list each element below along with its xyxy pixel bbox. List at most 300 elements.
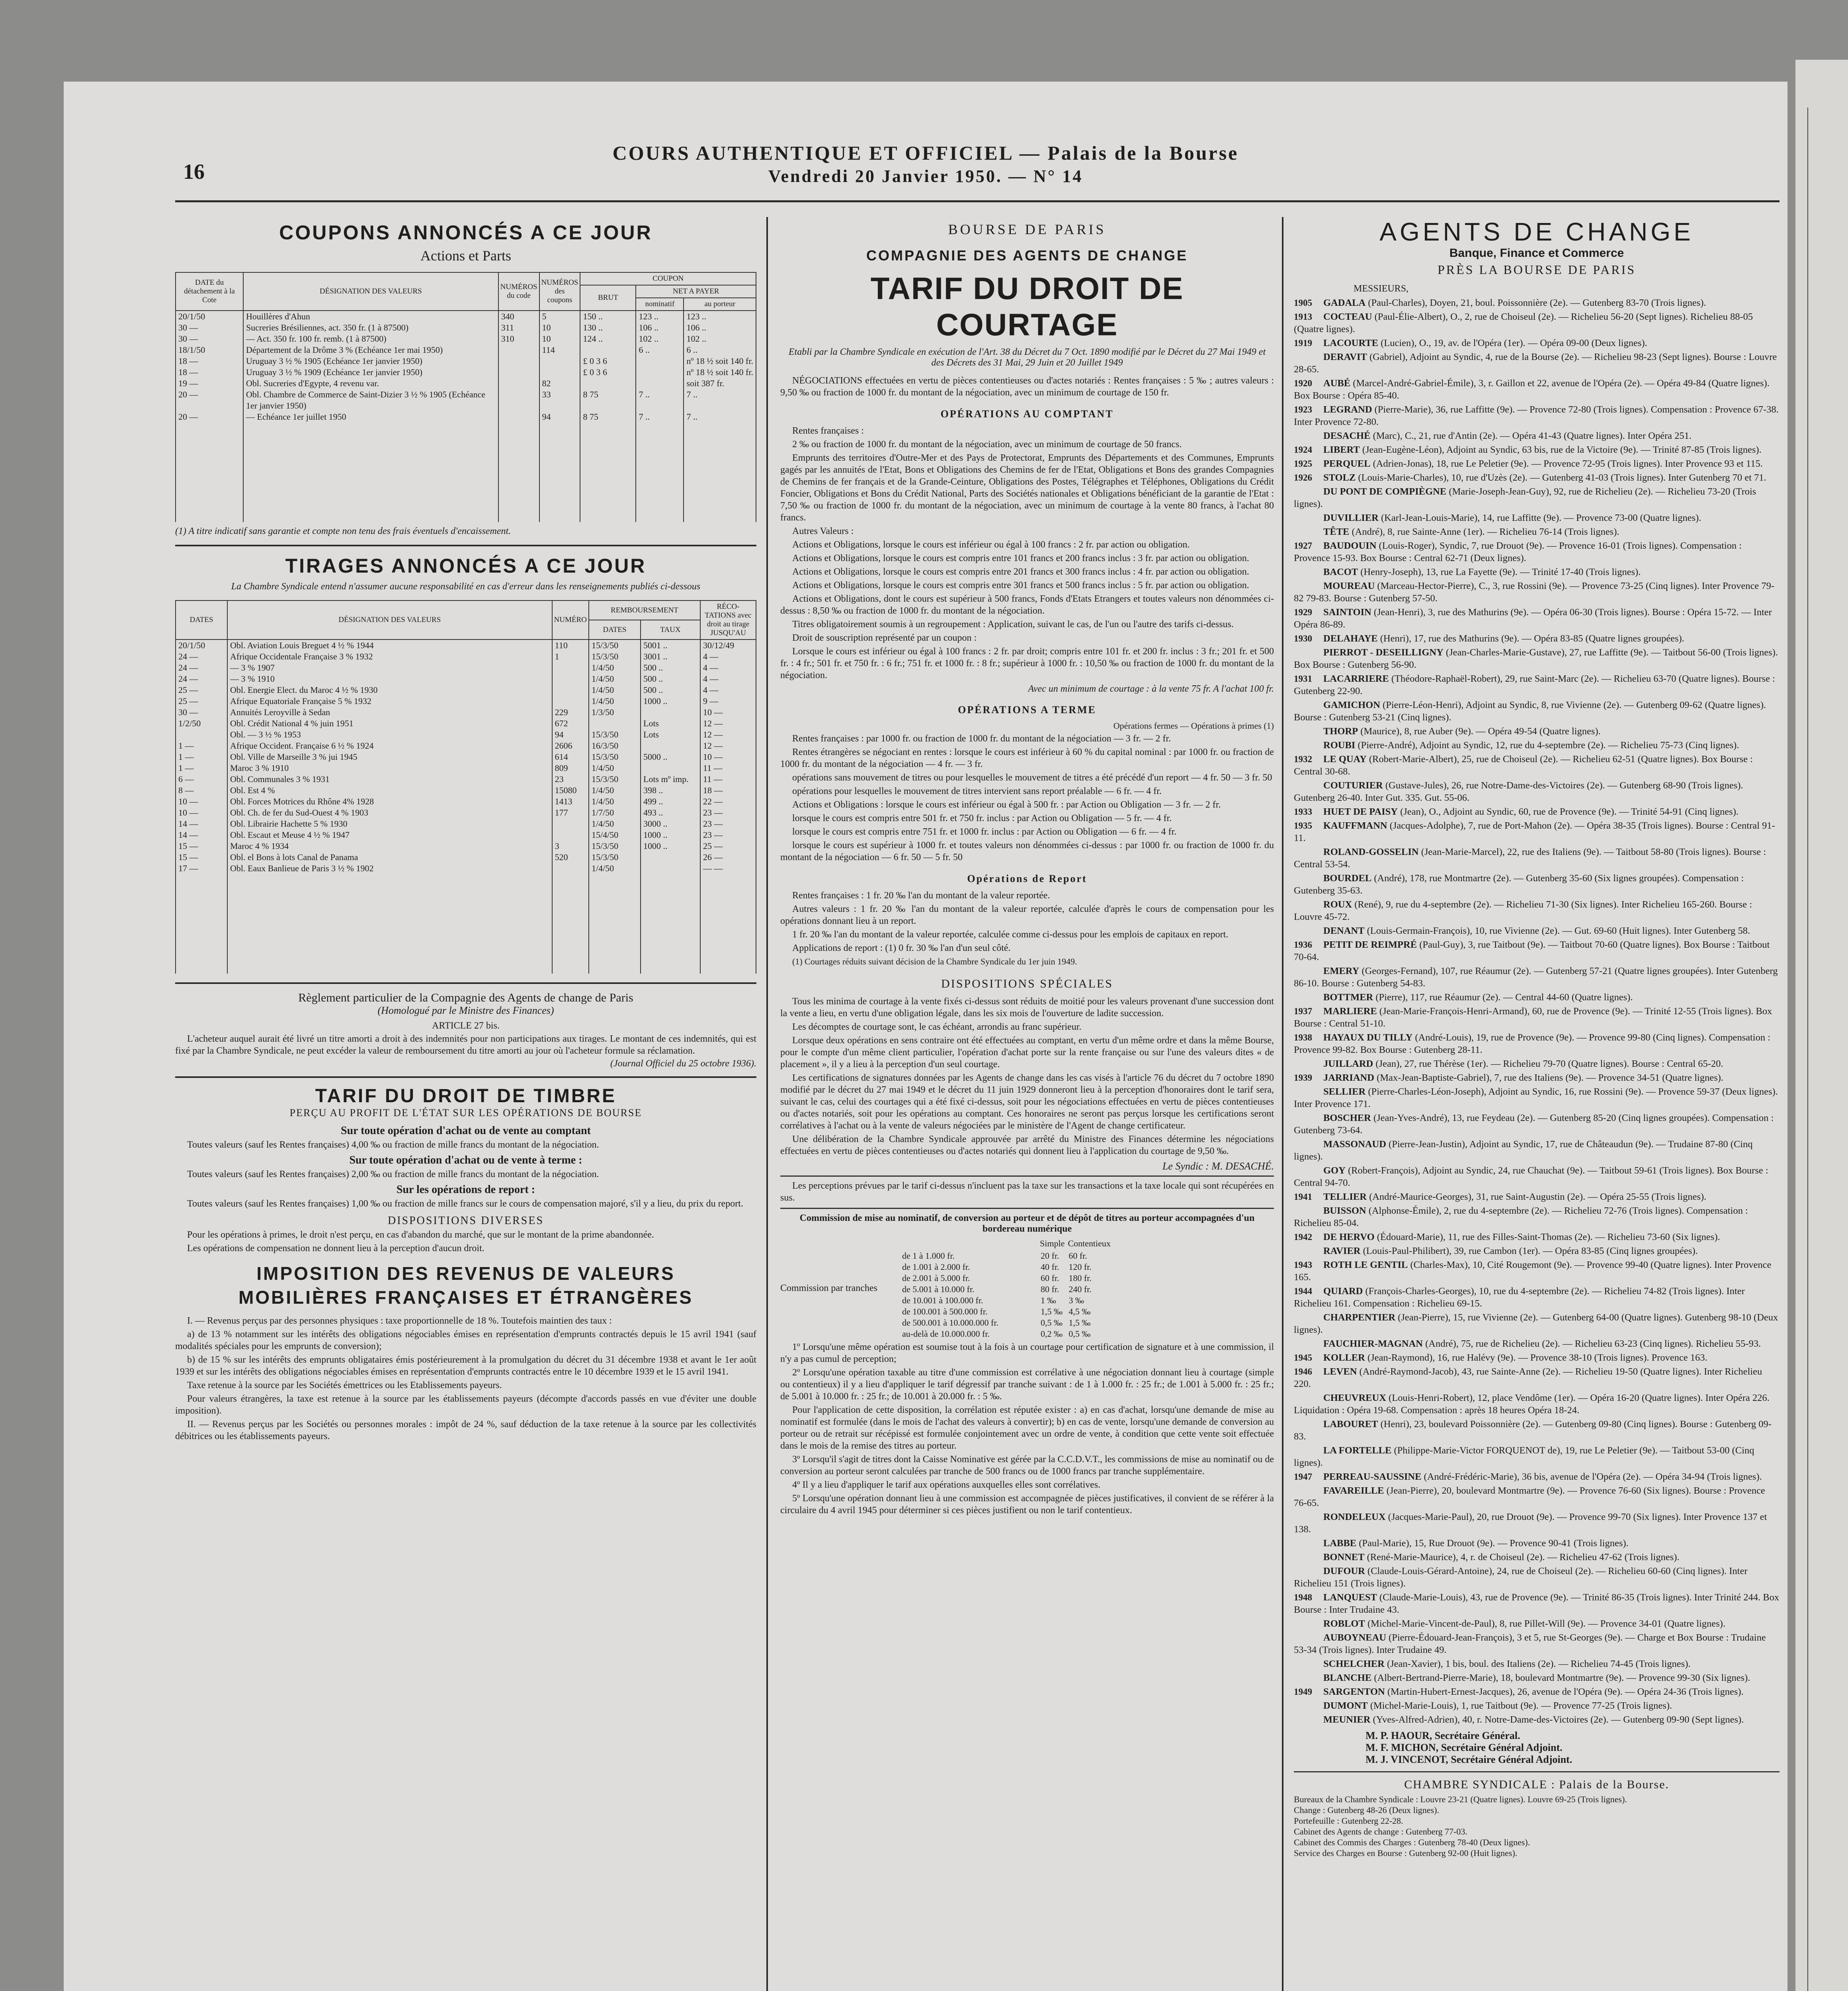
commission-label: Commission par tranches <box>780 1283 877 1293</box>
agent-details: (André-Maurice-Georges), 31, rue Saint-Augustin (2e). — Opéra 25-55 (Trois lignes). <box>1369 1191 1707 1202</box>
agent-name: SCHELCHER <box>1323 1659 1385 1669</box>
cell-taux: 499 .. <box>641 796 700 807</box>
cell-code <box>498 389 539 411</box>
timbre-h2: Sur toute opération d'achat ou de vente à terme : <box>349 1154 582 1166</box>
agent-year: 1919 <box>1294 338 1312 348</box>
cell-date: 24 — <box>176 673 227 685</box>
courtage-intro: Etabli par la Chambre Syndicale en exécution de l'Art. 38 du Décret du 7 Oct. 1890 modifié par le Décret du 27 Mai 1949 et des Décrets des 31 Mai, 29 Juin et 20 Juillet 1949 <box>788 347 1266 368</box>
list-item <box>1294 739 1780 751</box>
cell: de 1 à 1.000 fr. <box>902 1251 955 1261</box>
cell-recot: 30/12/49 <box>700 640 756 651</box>
agent-details: (André-Frédéric-Marie), 36 bis, avenue de l'Opéra (2e). — Opéra 34-94 (Trois lignes). <box>1424 1471 1762 1482</box>
agent-name: THORP <box>1323 726 1358 737</box>
agent-year: 1948 <box>1294 1592 1312 1602</box>
cell-num: 2606 <box>552 740 589 751</box>
report-item: Autres valeurs : 1 fr. 20 ‰ l'an du montant de la valeur reportée, calculée d'après le cours de compensation pour les opérations donnant lieu à un report. <box>780 904 1274 926</box>
list-item <box>1294 646 1780 671</box>
cell-date: 1 — <box>176 763 227 774</box>
cell-taux: Lots <box>641 718 700 729</box>
cell-designation: Département de la Drôme 3 % (Echéance 1er mai 1950) <box>243 344 498 356</box>
cell-recot: 11 — <box>700 763 756 774</box>
cell-designation: — Echéance 1er juillet 1950 <box>243 411 498 422</box>
cell-rdate: 15/3/50 <box>589 729 641 740</box>
cell-recot: 11 — <box>700 774 756 785</box>
list-item <box>1294 1031 1780 1056</box>
commission-note: Pour l'application de cette disposition, la corrélation est réputée exister : a) en cas d'achat, lorsqu'une demande de mise au nominatif est formulée (dans le mois de l'achat des valeurs à convertir); b) en cas de vente, lorsqu'une demande de conversion au porteur ou de retrait sur récépissé est formulée conjointement avec un ordre de vente, à condition que cette vente soit effectuée dans le mois de la remise des titres au porteur. <box>780 1405 1274 1451</box>
perceptions-text: Les perceptions prévues par le tarif ci-dessus n'incluent pas la taxe sur les transactions et la taxe locale qui sont récupérées en sus. <box>780 1181 1274 1203</box>
cell: de 100.001 à 500.000 fr. <box>902 1306 988 1316</box>
cell-nom: 7 .. <box>636 411 684 422</box>
list-item <box>1294 1351 1780 1364</box>
agent-details: (Michel-Marie-Louis), 1, rue Taitbout (9e). — Provence 77-25 (Trois lignes). <box>1370 1700 1672 1711</box>
agent-details: (Adrien-Jonas), 18, rue Le Peletier (9e). — Provence 72-95 (Trois lignes). Inter Provence 93 et 115. <box>1373 458 1763 469</box>
cell-code: 310 <box>498 333 539 344</box>
cell-date: 19 — <box>176 378 243 389</box>
agent-details: (Jean-Charles-Marie-Gustave), 27, rue Laffitte (9e). — Taitbout 56-00 (Trois lignes). Box Bourse : Gutenberg 56-90. <box>1294 647 1778 670</box>
agent-name: HUET DE PAISY <box>1323 806 1398 817</box>
cell-nom: 7 .. <box>636 389 684 411</box>
cell-designation: Obl. Chambre de Commerce de Saint-Dizier 3 ½ % 1905 (Echéance 1er janvier 1950) <box>243 389 498 411</box>
cell-designation: Obl. Ville de Marseille 3 % jui 1945 <box>227 751 552 763</box>
cell-empty <box>636 422 684 522</box>
cell-date: 20/1/50 <box>176 640 227 651</box>
table-row <box>176 729 756 740</box>
agent-details: (Jacques-Adolphe), 7, rue de Port-Mahon (2e). — Opéra 38-35 (Trois lignes). Bourse : Central 91-11. <box>1294 820 1775 843</box>
page-number: 16 <box>183 160 205 184</box>
list-item <box>1294 1551 1780 1563</box>
cell-designation: Obl. Communales 3 % 1931 <box>227 774 552 785</box>
cell: de 2.001 à 5.000 fr. <box>902 1273 970 1283</box>
table-row <box>176 311 756 322</box>
cell-recot: 23 — <box>700 829 756 841</box>
column-middle <box>780 213 1274 1991</box>
agent-name: BACOT <box>1323 567 1358 577</box>
agent-name: PIERROT - DESEILLIGNY <box>1323 647 1444 658</box>
imposition-title: IMPOSITION DES REVENUS DE VALEURS MOBILIÈRES FRANÇAISES ET ÉTRANGÈRES <box>238 1263 693 1308</box>
comptant-item: Actions et Obligations, dont le cours est supérieur à 500 francs, Fonds d'Etats Etrangers et toutes valeurs non dénommées ci-dessus : 8,50 ‰ ou fraction de 1000 fr. du montant de la négociation. <box>780 594 1274 616</box>
cell-date: 24 — <box>176 662 227 673</box>
timbre-t4: Pour les opérations à primes, le droit n'est perçu, en cas d'abandon du marché, que sur le montant de la prime abandonnée. <box>187 1230 654 1240</box>
col-date: DATE du détachement à la Cote <box>176 272 243 311</box>
cell: 180 fr. <box>1069 1273 1092 1283</box>
chambre-item: Service des Charges en Bourse : Gutenberg 92-00 (Huit lignes). <box>1294 1848 1518 1858</box>
cell-date: 20 — <box>176 389 243 411</box>
secretaires-list <box>1294 1730 1780 1766</box>
col-rdates: DATES <box>589 620 641 640</box>
cell-nom <box>636 356 684 367</box>
agent-name: SARGENTON <box>1323 1686 1385 1697</box>
cell: 1,5 ‰ <box>1041 1306 1063 1316</box>
table-row <box>900 1295 1112 1306</box>
cell-designation: Obl. Librairie Hachette 5 % 1930 <box>227 818 552 829</box>
cell-recot: 10 — <box>700 751 756 763</box>
page-title: COURS AUTHENTIQUE ET OFFICIEL — Palais de la Bourse <box>612 142 1239 164</box>
cell: au-delà de 10.000.000 fr. <box>902 1329 990 1339</box>
cell: de 500.001 à 10.000.000 fr. <box>902 1318 998 1328</box>
list-item <box>1294 1191 1780 1203</box>
cell-designation: Sucreries Brésiliennes, act. 350 fr. (1 à 87500) <box>243 322 498 333</box>
agents-title: AGENTS DE CHANGE <box>1379 217 1694 246</box>
agent-details: (André-Louis), 19, rue de Provence (9e). — Provence 99-80 (Cinq lignes). Compensation : Provence 99-82. Box Bourse : Gutenberg 28-11. <box>1294 1032 1771 1055</box>
agent-details: (Jean-Xavier), 1 bis, boul. des Italiens (2e). — Richelieu 74-45 (Trois lignes). <box>1387 1659 1691 1669</box>
report-list <box>780 890 1274 954</box>
cell-date: 15 — <box>176 841 227 852</box>
cell-num: 15080 <box>552 785 589 796</box>
list-item <box>1294 725 1780 737</box>
list-item <box>1294 430 1780 442</box>
list-item <box>1294 580 1780 604</box>
column-right <box>1294 213 1780 1991</box>
agent-name: KOLLER <box>1323 1352 1365 1363</box>
agent-details: (René), 9, rue du 4-septembre (2e). — Richelieu 71-30 (Six lignes). Inter Richelieu 165-260. Bourse : Louvre 45-72. <box>1294 899 1752 922</box>
agent-year: 1935 <box>1294 821 1312 831</box>
agent-year: 1944 <box>1294 1286 1312 1296</box>
agent-name: AUBOYNEAU <box>1323 1632 1386 1643</box>
agent-details: (René-Marie-Maurice), 4, r. de Choiseul (2e). — Richelieu 47-62 (Trois lignes). <box>1367 1552 1680 1563</box>
comptant-list <box>780 425 1274 681</box>
terme-item: Actions et Obligations : lorsque le cours est inférieur ou égal à 500 fr. : par Action ou Obligation — 3 fr. — 2 fr. <box>792 800 1221 810</box>
list-item <box>1294 1259 1780 1283</box>
list-item <box>1294 1205 1780 1229</box>
list-item <box>1294 1058 1780 1070</box>
agent-details: (François-Charles-Georges), 10, rue du 4-septembre (2e). — Richelieu 74-82 (Trois lignes). Inter Richelieu 161. Compensation : Richelieu 69-15. <box>1294 1286 1745 1309</box>
column-divider <box>1282 217 1283 1991</box>
cell-brut: 8 75 <box>580 411 636 422</box>
coupons-title: COUPONS ANNONCÉS A CE JOUR <box>279 221 652 244</box>
agent-name: LEGRAND <box>1323 404 1372 415</box>
terme-list <box>780 733 1274 863</box>
cell-rdate: 1/4/50 <box>589 863 641 874</box>
agent-details: (André), 8, rue Sainte-Anne (1er). — Richelieu 76-14 (Trois lignes). <box>1352 526 1619 537</box>
agent-name: COUTURIER <box>1323 780 1383 791</box>
cell: 240 fr. <box>1069 1284 1092 1294</box>
agent-year: 1925 <box>1294 459 1312 469</box>
agent-details: (Pierre-Marie), 36, rue Laffitte (9e). — Provence 72-80 (Trois lignes). Compensation : Provence 67-38. Inter Provence 72-80. <box>1294 404 1779 427</box>
cell-designation: Obl. Sucreries d'Egypte, 4 revenu var. <box>243 378 498 389</box>
list-item <box>1294 1591 1780 1616</box>
table-row <box>176 863 756 874</box>
agent-details: (André), 178, rue Montmartre (2e). — Gutenberg 35-60 (Six lignes groupées). Compensation : Gutenberg 35-63. <box>1294 873 1744 896</box>
next-page-edge <box>1795 60 1848 1991</box>
terme-columns: Opérations fermes — Opérations à primes (1) <box>1113 721 1274 731</box>
col-code: NUMÉROS du code <box>498 272 539 311</box>
list-item <box>1294 311 1780 335</box>
list-item <box>1294 1112 1780 1136</box>
agent-year: 1941 <box>1294 1192 1312 1202</box>
agent-year: 1923 <box>1294 405 1312 415</box>
cell-taux: 1000 .. <box>641 841 700 852</box>
agent-details: (Martin-Hubert-Ernest-Jacques), 26, avenue de l'Opéra (9e). — Opéra 24-36 (Trois lignes). <box>1387 1686 1744 1697</box>
agent-name: BOURDEL <box>1323 873 1372 884</box>
table-row <box>176 411 756 422</box>
table-row <box>900 1250 1112 1261</box>
agent-name: DUMONT <box>1323 1700 1368 1711</box>
cell-code <box>498 344 539 356</box>
cell: 80 fr. <box>1041 1284 1059 1294</box>
col-designation: DÉSIGNATION DES VALEURS <box>243 272 498 311</box>
agent-name: JARRIAND <box>1323 1072 1374 1083</box>
cell-designation: Annuités Leroyville à Sedan <box>227 707 552 718</box>
cell-recot: 26 — <box>700 852 756 863</box>
comptant-item: Droit de souscription représenté par un coupon : <box>792 633 977 643</box>
tirages-note: La Chambre Syndicale entend n'assumer aucune responsabilité en cas d'erreur dans les renseignements publiés ci-dessous <box>231 581 701 592</box>
coupons-subtitle: Actions et Parts <box>420 248 511 264</box>
list-item <box>1294 872 1780 897</box>
cell-designation: Obl. Eaux Banlieue de Paris 3 ½ % 1902 <box>227 863 552 874</box>
comptant-item: Titres obligatoirement soumis à un regroupement : Application, suivant le cas, de l'un ou l'autre des tarifs ci-dessus. <box>792 619 1234 630</box>
agent-name: AUBÉ <box>1323 378 1351 389</box>
cell: 20 fr. <box>1041 1251 1059 1261</box>
speciales-item: Les décomptes de courtage sont, le cas échéant, arrondis au franc supérieur. <box>792 1022 1082 1032</box>
agent-year: 1938 <box>1294 1033 1312 1042</box>
report-item: Applications de report : (1) 0 fr. 30 ‰ l'an d'un seul côté. <box>792 943 1011 953</box>
cell-date: 20/1/50 <box>176 311 243 322</box>
terme-heading: OPÉRATIONS A TERME <box>958 704 1096 716</box>
cell-rdate <box>589 718 641 729</box>
table-row <box>176 344 756 356</box>
speciales-item: Lorsque deux opérations en sens contraire ont été effectuées au comptant, en vertu d'un même ordre et dans la même Bourse, pour le compte d'un même client particulier, l'opération d'achat porte sur la rente française ou sur l'une des valeurs dites « de placement », il y a lieu à la perception d'un seul courtage. <box>780 1035 1274 1070</box>
cell-rdate: 1/4/50 <box>589 673 641 685</box>
cell-num: 10 <box>539 333 580 344</box>
comptant-item: Lorsque le cours est inférieur ou égal à 100 francs : 2 fr. par droit; compris entre 101 fr. et 200 fr. inclus : 3 fr.; 201 fr. et 500 fr. : 4 fr.; 501 fr. et 750 fr. : 6 fr.; 751 fr. et 1000 fr. : 8 fr.; supérieur à 1000 fr. : 10,50 ‰ ou fraction de 1000 fr. du montant de la négociation. <box>780 646 1274 681</box>
messieurs-label: MESSIEURS, <box>1354 284 1409 294</box>
agent-details: (Marcel-André-Gabriel-Émile), 3, r. Gaillon et 22, avenue de l'Opéra (2e). — Opéra 49-84 (Quatre lignes). Box Bourse : Opéra 85-40. <box>1294 378 1770 401</box>
cell: 4,5 ‰ <box>1069 1306 1091 1316</box>
cell-designation: Obl. el Bons à lots Canal de Panama <box>227 852 552 863</box>
cell-num: 1413 <box>552 796 589 807</box>
cell-taux: 1000 .. <box>641 829 700 841</box>
cell-code <box>498 356 539 367</box>
agent-details: (Louis-Roger), Syndic, 7, rue Drouot (9e). — Provence 16-01 (Trois lignes). Compensation : Provence 15-93. Box Bourse : Central 62-71 (Deux lignes). <box>1294 540 1742 563</box>
cell-designation: Houillères d'Ahun <box>243 311 498 322</box>
col-numero: NUMÉRO <box>552 600 589 640</box>
agent-details: (André), 75, rue de Richelieu (2e). — Richelieu 63-23 (Cinq lignes). Richelieu 55-93. <box>1425 1338 1761 1349</box>
agent-details: (Lucien), O., 19, av. de l'Opéra (1er). — Opéra 09-00 (Deux lignes). <box>1381 338 1647 348</box>
timbre-h3: Sur les opérations de report : <box>396 1183 535 1196</box>
cell-rdate: 1/4/50 <box>589 662 641 673</box>
agent-details: (Pierre-Léon-Henri), Adjoint au Syndic, 8, rue Vivienne (2e). — Gutenberg 09-62 (Quatre lignes). Bourse : Gutenberg 53-21 (Cinq lignes). <box>1294 700 1766 723</box>
syndic-signature: Le Syndic : M. DESACHÉ. <box>1162 1160 1274 1172</box>
agent-details: (André-Raymond-Jacob), 43, rue Sainte-Anne (2e). — Richelieu 19-50 (Quatre lignes). Inter Richelieu 220. <box>1294 1366 1762 1389</box>
cell-date: 18 — <box>176 367 243 378</box>
cell: 40 fr. <box>1041 1262 1059 1272</box>
cell-designation: — Act. 350 fr. 100 fr. remb. (1 à 87500) <box>243 333 498 344</box>
agent-name: LE QUAY <box>1323 754 1367 765</box>
table-row <box>176 673 756 685</box>
cell-brut: 8 75 <box>580 389 636 411</box>
cell-designation: Obl. Forces Motrices du Rhône 4% 1928 <box>227 796 552 807</box>
cell-recot: 23 — <box>700 807 756 818</box>
cell-designation: Obl. Est 4 % <box>227 785 552 796</box>
page-header <box>64 82 1787 213</box>
list-item <box>1294 1392 1780 1416</box>
cell: 60 fr. <box>1041 1273 1059 1283</box>
cell-recot: 4 — <box>700 662 756 673</box>
cell-recot: 22 — <box>700 796 756 807</box>
cell-num <box>552 829 589 841</box>
table-row <box>176 852 756 863</box>
agents-list <box>1294 297 1780 1726</box>
section-rule <box>780 1175 1274 1177</box>
agent-details: (Édouard-Marie), 11, rue des Filles-Saint-Thomas (2e). — Richelieu 73-60 (Six lignes). <box>1377 1232 1720 1242</box>
timbre-subtitle: PERÇU AU PROFIT DE L'ÉTAT SUR LES OPÉRATIONS DE BOURSE <box>289 1107 642 1119</box>
cell-designation: Afrique Occidentale Française 3 % 1932 <box>227 651 552 662</box>
cell-taux: 3001 .. <box>641 651 700 662</box>
cell-taux: 500 .. <box>641 685 700 696</box>
agent-details: (Gustave-Jules), 26, rue Notre-Dame-des-Victoires (2e). — Gutenberg 68-90 (Trois lignes). Gutenberg 26-40. Inter Gut. 335. Gut. 55-06. <box>1294 780 1743 803</box>
imposition-item: Taxe retenue à la source par les Sociétés émettrices ou les Etablissements payeurs. <box>187 1380 502 1391</box>
agent-name: BAUDOUIN <box>1323 540 1377 551</box>
cell-empty <box>243 422 498 522</box>
list-item <box>1294 1311 1780 1336</box>
cell: 1,5 ‰ <box>1069 1318 1091 1328</box>
list-item <box>1294 337 1780 349</box>
table-row <box>176 829 756 841</box>
negociations-text: NÉGOCIATIONS effectuées en vertu de pièces contentieuses ou d'actes notariés : Rentes françaises : 5 ‰ ; autres valeurs : 9,50 ‰ ou fraction de 1000 fr. du montant de la négociation, avec un minimum de courtage de 150 fr. <box>780 376 1274 398</box>
agent-name: LABBE <box>1323 1538 1357 1549</box>
cell-designation: Obl. Energie Elect. du Maroc 4 ½ % 1930 <box>227 685 552 696</box>
cell-rdate: 1/4/50 <box>589 796 641 807</box>
agent-name: BONNET <box>1323 1552 1365 1563</box>
cell-num <box>552 818 589 829</box>
agent-name: ROUBI <box>1323 740 1356 751</box>
chambre-item: Bureaux de la Chambre Syndicale : Louvre 23-21 (Quatre lignes). Louvre 69-25 (Trois lignes). <box>1294 1794 1627 1804</box>
cell-empty <box>176 422 243 522</box>
cell-taux: 1000 .. <box>641 696 700 707</box>
agent-details: (Jean-Marie-François-Henri-Armand), 60, rue de Provence (9e). — Trinité 12-55 (Trois lignes). Box Bourse : Central 51-10. <box>1294 1006 1772 1029</box>
cell-date: 1 — <box>176 740 227 751</box>
agent-name: DE HERVO <box>1323 1232 1375 1242</box>
table-row <box>176 356 756 367</box>
cell-num: 520 <box>552 852 589 863</box>
commission-note: 5º Lorsqu'une opération donnant lieu à une commission est accompagnée de pièces justificatives, il convient de se référer à la circulaire du 4 avril 1945 pour déterminer si ces pièces justifient ou non le tarif contentieux. <box>780 1493 1274 1516</box>
agent-details: (Charles-Max), 10, Cité Rougemont (9e). — Provence 99-40 (Quatre lignes). Inter Provence 165. <box>1294 1260 1772 1283</box>
agent-details: (Louis-Germain-François), 10, rue Vivienne (2e). — Gut. 69-60 (Huit lignes). Inter Gutenberg 58. <box>1367 925 1750 936</box>
terme-item: Rentes françaises : par 1000 fr. ou fraction de 1000 fr. du montant de la négociation — 3 fr. — 2 fr. <box>792 733 1171 744</box>
agent-year: 1931 <box>1294 674 1312 684</box>
list-item <box>1294 632 1780 645</box>
table-row <box>900 1317 1112 1328</box>
col-nominatif: nominatif <box>636 298 684 311</box>
list-item <box>1294 1713 1780 1726</box>
cell: 120 fr. <box>1069 1262 1092 1272</box>
comptant-item: Actions et Obligations, lorsque le cours est compris entre 101 francs et 200 francs inclus : 3 fr. par action ou obligation. <box>792 553 1249 563</box>
list-item <box>1294 566 1780 578</box>
agent-name: JUILLARD <box>1323 1058 1373 1069</box>
agent-year: 1933 <box>1294 807 1312 817</box>
cell-taux: Lots <box>641 729 700 740</box>
agent-name: BOTTMER <box>1323 992 1373 1003</box>
col-designation: DÉSIGNATION DES VALEURS <box>227 600 552 640</box>
cell-empty <box>589 874 641 974</box>
section-rule <box>175 545 756 546</box>
cell-designation: — 3 % 1907 <box>227 662 552 673</box>
agent-details: (Jean-Raymond), 16, rue Halévy (9e). — Provence 38-10 (Trois lignes). Provence 163. <box>1367 1352 1707 1363</box>
cell: 0,5 ‰ <box>1069 1329 1091 1339</box>
table-row <box>900 1273 1112 1284</box>
comptant-item: Actions et Obligations, lorsque le cours est compris entre 201 francs et 300 francs inclus : 4 fr. par action ou obligation. <box>792 567 1249 577</box>
agent-details: (Marc), C., 21, rue d'Antin (2e). — Opéra 41-43 (Quatre lignes). Inter Opéra 251. <box>1373 430 1692 441</box>
agent-details: (Jean-Pierre), 15, rue Vivienne (2e). — Gutenberg 64-00 (Quatre lignes). Gutenberg 98-10 (Deux lignes). <box>1294 1312 1778 1335</box>
cell-empty <box>684 422 756 522</box>
agent-name: GOY <box>1323 1165 1346 1176</box>
cell-num <box>552 685 589 696</box>
comptant-item: Actions et Obligations, lorsque le cours est inférieur ou égal à 100 francs : 2 fr. par action ou obligation. <box>792 540 1190 550</box>
cell-empty <box>641 874 700 974</box>
cell-date: 30 — <box>176 333 243 344</box>
cell-num <box>552 863 589 874</box>
col-contentieux: Contentieux <box>1068 1238 1111 1248</box>
chambre-item: Cabinet des Commis des Charges : Gutenberg 78-40 (Deux lignes). <box>1294 1837 1530 1847</box>
speciales-item: Les certifications de signatures données par les Agents de change dans les cas visés à l'article 76 du décret du 7 octobre 1890 modifié par le décret du 27 mai 1949 et le décret du 11 juin 1929 donneront lieu à la perception d'honoraires dont le tarif sera, suivant le cas, celui des courtages qui a été fixé ci-dessus, soit pour les négociations effectuées en vertu de pièces contentieuses ou d'actes notariés, soit pour les opérations au comptant. Ces honoraires ne seront pas perçus lorsque les certifications seront corrélatives à l'achat ou à la vente de valeurs négociées par le ministère de l'Agent de change certificateur. <box>780 1073 1274 1131</box>
list-item <box>1294 673 1780 697</box>
list-item <box>1294 965 1780 990</box>
agent-year: 1947 <box>1294 1472 1312 1482</box>
agent-year: 1929 <box>1294 607 1312 617</box>
agent-name: KAUFFMANN <box>1323 820 1387 831</box>
timbre-t5: Les opérations de compensation ne donnent lieu à la perception d'aucun droit. <box>187 1243 484 1254</box>
list-item <box>1294 1686 1780 1698</box>
cell-num: 809 <box>552 763 589 774</box>
list-item <box>1294 1484 1780 1509</box>
list-item <box>1294 540 1780 564</box>
cell-nom: 106 .. <box>636 322 684 333</box>
commission-notes <box>780 1341 1274 1516</box>
speciales-item: Une délibération de la Chambre Syndicale approuvée par arrêté du Ministre des Finances détermine les négociations effectuées en vertu de pièces contentieuses ou d'actes notariés qui donnent lieu à l'application du courtage de 9,50 ‰. <box>780 1134 1274 1156</box>
agent-details: (Claude-Louis-Gérard-Antoine), 24, rue de Choiseul (2e). — Richelieu 60-60 (Cinq lignes). Inter Richelieu 151 (Trois lignes). <box>1294 1566 1748 1589</box>
cell-designation: — 3 % 1910 <box>227 673 552 685</box>
commission-note: 1º Lorsqu'une même opération est soumise tout à la fois à un courtage pour certification de signature et à une commission, il n'y a pas cumul de perception; <box>780 1342 1274 1364</box>
agent-details: (Pierre-Édouard-Jean-François), 3 et 5, rue St-Georges (9e). — Charge et Box Bourse : Trudaine 53-34 (Trois lignes). Inter Trudaine 49. <box>1294 1632 1766 1655</box>
table-row <box>176 367 756 378</box>
cell-date: 30 — <box>176 322 243 333</box>
header-rule <box>175 200 1780 202</box>
agent-name: LABOURET <box>1323 1419 1378 1430</box>
cell-date: 24 — <box>176 651 227 662</box>
agent-name: MASSONAUD <box>1323 1139 1386 1150</box>
agent-details: (Gabriel), Adjoint au Syndic, 4, rue de la Bourse (2e). — Richelieu 98-23 (Sept lignes). Bourse : Louvre 28-65. <box>1294 352 1777 375</box>
agent-name: ROTH LE GENTIL <box>1323 1260 1408 1270</box>
cell-taux <box>641 740 700 751</box>
cell-num: 33 <box>539 389 580 411</box>
secretaire-item: M. P. HAOUR, Secrétaire Général. <box>1365 1730 1520 1741</box>
agent-details: (Jean-Pierre), 20, boulevard Montmartre (9e). — Provence 76-60 (Six lignes). Bourse : Provence 76-65. <box>1294 1485 1765 1508</box>
agent-name: LA FORTELLE <box>1323 1445 1392 1456</box>
cell-brut: £ 0 3 6 <box>580 356 636 367</box>
commission-note: 2º Lorsqu'une opération taxable au titre d'une commission est corrélative à une négociation donnant lieu à courtage (simple ou contentieux) il y a lieu d'appliquer le tarif dégressif par tranche suivant : de 1 à 1.000 fr. : 25 fr.; de 1.001 à 5.000 fr. : 25 fr.; de 5.001 à 10.000 fr. : 25 fr.; de 10.001 à 20.000 fr. : 5 ‰. <box>780 1367 1274 1402</box>
agent-name: LEVEN <box>1323 1366 1357 1377</box>
list-item <box>1294 471 1780 484</box>
cell-nom <box>636 367 684 378</box>
imposition-item: I. — Revenus perçus par des personnes physiques : taxe proportionnelle de 18 %. Toutefois maintien des taux : <box>187 1316 612 1326</box>
cell-num: 114 <box>539 344 580 356</box>
agent-name: CHARPENTIER <box>1323 1312 1396 1323</box>
cell-taux: Lots mº imp. <box>641 774 700 785</box>
table-row <box>176 662 756 673</box>
agent-year: 1949 <box>1294 1687 1312 1697</box>
cell-recot: 25 — <box>700 841 756 852</box>
imposition-item: II. — Revenus perçus par les Sociétés ou personnes morales : impôt de 24 %, sauf déduction de la taxe retenue à la source par les collectivités débitrices ou les établissements payeurs. <box>175 1419 756 1441</box>
agent-year: 1913 <box>1294 312 1312 322</box>
list-item <box>1294 1631 1780 1656</box>
list-item <box>1294 991 1780 1003</box>
cell-date: 15 — <box>176 852 227 863</box>
agent-details: (Jean-Yves-André), 13, rue Feydeau (2e). — Gutenberg 85-20 (Cinq lignes groupées). Compensation : Gutenberg 73-64. <box>1294 1113 1774 1136</box>
list-item <box>1294 444 1780 456</box>
agent-details: (Louis-Paul-Philibert), 39, rue Cambon (1er). — Opéra 83-85 (Cinq lignes groupées). <box>1363 1246 1698 1256</box>
agent-name: DELAHAYE <box>1323 633 1378 644</box>
list-item <box>1294 753 1780 778</box>
